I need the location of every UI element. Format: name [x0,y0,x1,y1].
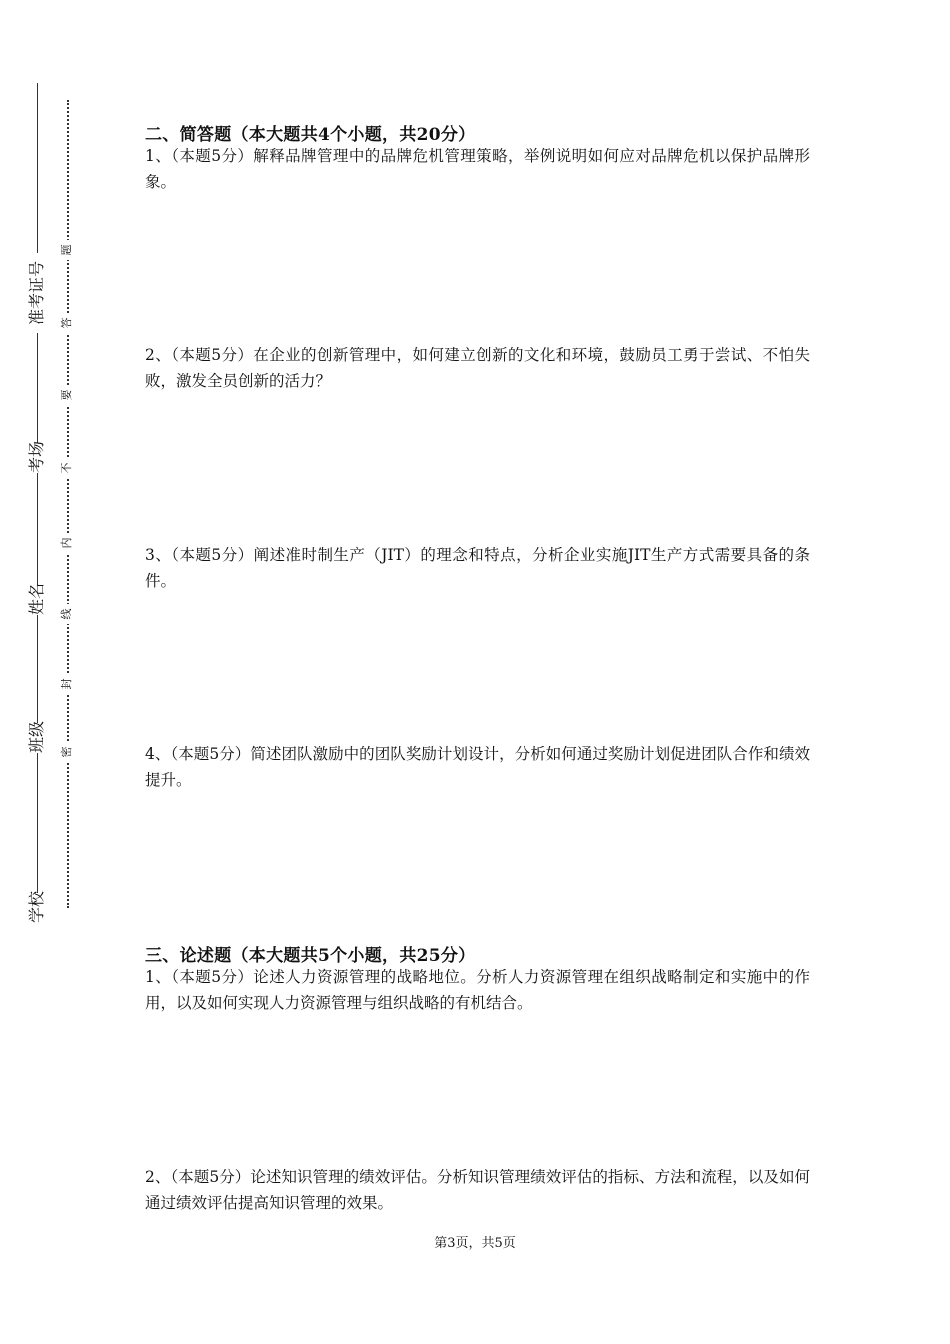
class-label: 班级 [22,723,52,753]
binding-margin [0,0,110,1344]
question-item: 1、（本题5分）论述人力资源管理的战略地位。分析人力资源管理在组织战略制定和实施中的作用，以及如何实现人力资源管理与组织战略的有机结合。 [145,968,810,1012]
seal-char: 要 [57,385,77,405]
section-title-essay: 三、论述题（本大题共5个小题，共25分） [145,946,476,966]
seal-char: 密 [57,742,77,762]
admission-number-label: 准考证号 [22,253,52,333]
exam-room-label: 考场 [22,443,52,473]
seal-char: 答 [57,313,77,333]
school-label: 学校 [22,893,52,923]
seal-char: 题 [57,240,77,260]
binding-solid-line [37,83,38,921]
seal-dotted-line [67,100,69,908]
question-item: 3、（本题5分）阐述准时制生产（JIT）的理念和特点，分析企业实施JIT生产方式需要具备的条件。 [145,546,810,590]
seal-char: 线 [57,604,77,624]
section-title-short-answer: 二、简答题（本大题共4个小题，共20分） [145,125,476,145]
seal-char: 封 [57,674,77,694]
question-item: 1、（本题5分）解释品牌管理中的品牌危机管理策略，举例说明如何应对品牌危机以保护品牌形象。 [145,147,810,191]
name-label: 姓名 [22,585,52,615]
seal-char: 内 [57,533,77,553]
question-item: 4、（本题5分）简述团队激励中的团队奖励计划设计，分析如何通过奖励计划促进团队合作和绩效提升。 [145,745,810,789]
question-item: 2、（本题5分）在企业的创新管理中，如何建立创新的文化和环境，鼓励员工勇于尝试、不怕失败，激发全员创新的活力？ [145,346,810,390]
page-number: 第3页，共5页 [434,1236,516,1251]
question-item: 2、（本题5分）论述知识管理的绩效评估。分析知识管理绩效评估的指标、方法和流程，以及如何通过绩效评估提高知识管理的效果。 [145,1168,810,1212]
seal-char: 不 [57,458,77,478]
